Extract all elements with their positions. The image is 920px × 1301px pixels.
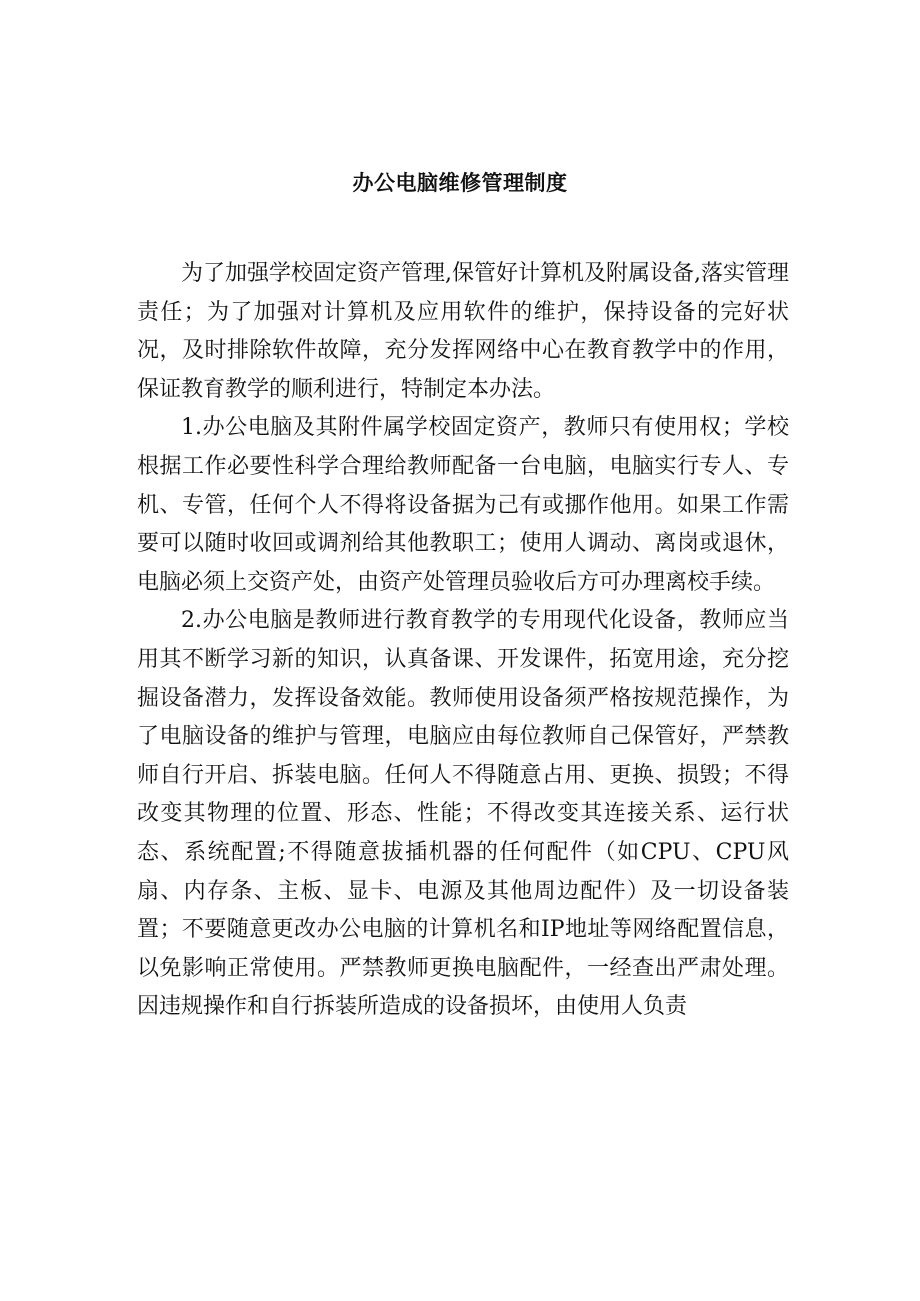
- document-body: [137, 255, 789, 1027]
- clause-2-paragraph: 2.办公电脑是教师进行教育教学的专用现代化设备，教师应当用其不断学习新的知识，认真备课、开发课件，拓宽用途，充分挖掘设备潜力，发挥设备效能。教师使用设备须严格按规范操作，为了电脑设备的维护与管理，电脑应由每位教师自己保管好，严禁教师自行开启、拆装电脑。任何人不得随意占用、更换、损毁；不得改变其物理的位置、形态、性能；不得改变其连接关系、运行状态、系统配置;不得随意拔插机器的任何配件（如CPU、CPU风扇、内存条、主板、显卡、电源及其他周边配件）及一切设备装置；不要随意更改办公电脑的计算机名和IP地址等网络配置信息，以免影响正常使用。严禁教师更换电脑配件，一经查出严肃处理。因违规操作和自行拆装所造成的设备损坏，由使用人负责: [137, 608, 789, 1020]
- document-title: 办公电脑维修管理制度: [352, 171, 568, 195]
- clause-1-paragraph: 1.办公电脑及其附件属学校固定资产，教师只有使用权；学校根据工作必要性科学合理给教师配备一台电脑，电脑实行专人、专机、专管，任何个人不得将设备据为己有或挪作他用。如果工作需要可以随时收回或调剂给其他教职工；使用人调动、离岗或退休，电脑必须上交资产处，由资产处管理员验收后方可办理离校手续。: [137, 415, 789, 595]
- intro-paragraph: 为了加强学校固定资产管理,保管好计算机及附属设备,落实管理责任；为了加强对计算机及应用软件的维护，保持设备的完好状况，及时排除软件故障，充分发挥网络中心在教育教学中的作用，保证教育教学的顺利进行，特制定本办法。: [137, 261, 789, 402]
